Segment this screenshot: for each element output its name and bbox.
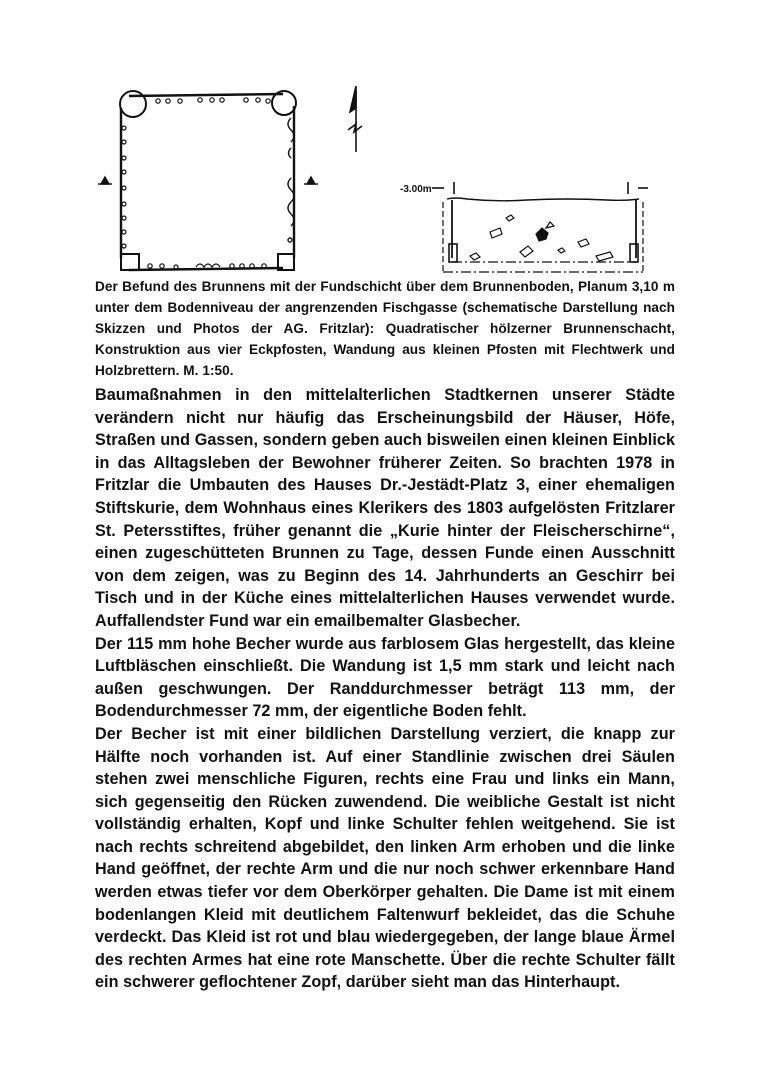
north-arrow-icon (348, 86, 362, 152)
well-plan-view (98, 91, 318, 270)
corner-post (121, 254, 139, 270)
well-section-view (400, 182, 648, 272)
well-figure (0, 0, 768, 290)
paragraph: Der 115 mm hohe Becher wurde aus farblosem Glas hergestellt, das kleine Luftbläschen einschließt. Die Wandung ist 1,5 mm stark und leicht nach außen geschwungen. Der Randdurchmesser beträgt 113 mm, der Bodendurchmesser 72 mm, der eigentliche Boden fehlt. (95, 634, 675, 721)
paragraph: Baumaßnahmen in den mittelalterlichen Stadtkernen unserer Städte verändern nicht nur häufig das Erscheinungsbild der Häuser, Höfe, Straßen und Gassen, sondern geben auch bisweilen einen kleinen Einblick in das Alltagsleben der Bewohner früherer Zeiten. So brachten 1978 in Fritzlar die Umbauten des Hauses Dr.-Jestädt-Platz 3, einer ehemaligen Stiftskurie, dem Wohnhaus eines Klerikers des 1803 aufgelösten Fritzlarer St. Petersstiftes, früher genannt die „Kurie hinter der Fleischerschirne“, einen zugeschütteten Brunnen zu Tage, dessen Funde einen Ausschnitt von dem zeigen, was zu Beginn des 14. Jahrhunderts an Geschirr bei Tisch und in der Küche eines mittelalterlichen Hauses verwendet wurde. Auffallendster Fund war ein emailbemalter Glasbecher. (95, 386, 675, 630)
corner-post (272, 91, 296, 115)
section-marker (98, 177, 318, 184)
paragraph: Der Becher ist mit einer bildlichen Darstellung verziert, die knapp zur Hälfte noch vorhanden ist. Auf einer Standlinie zwischen drei Säulen stehen zwei menschliche Figuren, rechts eine Frau und links ein Mann, sich gegenseitig den Rücken zuwendend. Die weibliche Gestalt ist nicht vollständig erhalten, Kopf und linke Schulter fehlen weitgehend. Sie ist nach rechts schreitend abgebildet, den linken Arm erhoben und die linke Hand geöffnet, der rechte Arm und die nur noch schwer erkennbare Hand werden etwas tiefer vor dem Oberkörper gehalten. Die Dame ist mit einem bodenlangen Kleid mit deutlichem Faltenwurf bekleidet, das die Schuhe verdeckt. Das Kleid ist rot und blau wiedergegeben, der lange blaue Ärmel des rechten Armes hat eine rote Manschette. Über die rechte Schulter fällt ein schwerer geflochtener Zopf, darüber sieht man das Hinterhaupt. (95, 724, 675, 992)
figure-caption: Der Befund des Brunnens mit der Fundschicht über dem Brunnenboden, Planum 3,10 m unter dem Bodenniveau der angrenzenden Fischgasse (schematische Darstellung nach Skizzen und Photos der AG. Fritzlar): Quadratischer hölzerner Brunnenschacht, Konstruktion aus vier Eckpfosten, Wandung aus kleinen Pfosten mit Flechtwerk und Holzbrettern. M. 1:50. (95, 279, 675, 378)
find-fragments (470, 215, 613, 261)
corner-post (449, 244, 457, 262)
depth-label: -3.00m (400, 184, 432, 195)
article-body (95, 384, 675, 994)
well-drawings (0, 0, 768, 290)
